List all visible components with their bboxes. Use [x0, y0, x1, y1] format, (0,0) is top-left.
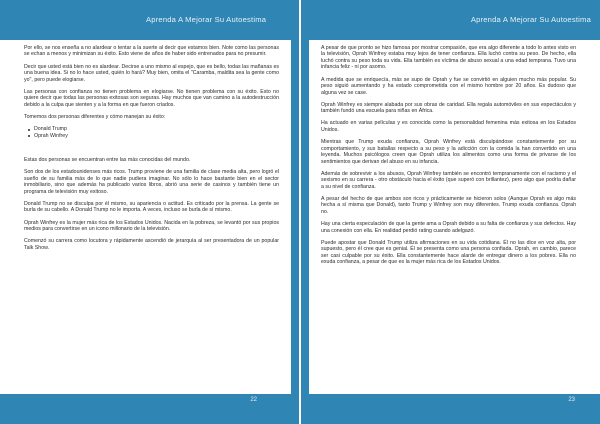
page-header [0, 0, 299, 40]
page-header [301, 0, 600, 40]
paragraph: Decir que usted está bien no es alardear. Decirse a uno mismo al espejo, que es bello, todas las mañanas es una buena idea. Si no lo hace usted, quién lo hará? Muy bien, omita el "Caramba, maldita sea la gente como yo", pero puede elogiarse. [24, 63, 279, 83]
paragraph: Ha actuado en varias películas y es conocida como la personalidad femenina más exitosa en los Estados Unidos. [321, 120, 576, 133]
paragraph: Por ello, se nos enseña a no alardear o tentar a la suerte al decir que estamos bien. Note como las personas se echan a menos y minimizan su éxito. Esto viene de años de haber sido entrenados para no presumir. [24, 45, 279, 58]
page-number: 23 [568, 397, 575, 403]
paragraph: Son dos de los estadounidenses más ricos. Trump proviene de una familia de clase media alta, pero logró el sueño de su familia más de lo que nadie pudiera imaginar. No sólo lo hace bastante bien en el sector inmobiliario, sino que además ha publicado varios libros, abrió una serie de casinos y también tiene un programa de televisión muy exitoso. [24, 169, 279, 195]
paragraph: Además de sobrevivir a los abusos, Oprah Winfrey también se encontró tempranamente con el racismo y el sexismo en su carrera - otro obstáculo hacia el éxito (que superó con brillantez), pero algo que podría dañar a su nivel de confianza. [321, 170, 576, 190]
right-page [301, 0, 600, 424]
running-header-title: Aprenda A Mejorar Su Autoestima [470, 15, 591, 24]
page-text-area [0, 40, 291, 394]
paragraph: Hay una cierta especulación de que la gente ama a Oprah debido a su falta de confianza y sus defectos. Hay una conexión con ella. En realidad perdió rating cuando adelgazó. [321, 221, 576, 234]
left-page [0, 0, 299, 424]
paragraph: A pesar del hecho de que ambos son ricos y prácticamente se hicieron solos (Aunque Oprah es algo más hecha a sí misma que Donald), tanto Trump y Winfrey son muy diferentes. Trump exuda confianza. Oprah no. [321, 195, 576, 215]
paragraph: Oprah Winfrey es la mujer más rica de los Estados Unidos. Nacida en la pobreza, se levantó por sus propios medios para convertirse en un icono millonario de la televisión. [24, 219, 279, 233]
paragraph: Estas dos personas se encuentran entre las más conocidas del mundo. [24, 157, 191, 164]
paragraph: Oprah Winfrey es siempre alabada por sus obras de caridad. Ella regala automóviles en sus espectáculos y también fundó una escuela para niñas en África. [321, 101, 576, 115]
running-header-title: Aprenda A Mejorar Su Autoestima [146, 15, 267, 24]
paragraph: A medida que se enriquecía, más se supo de Oprah y fue se convirtió en alguien mucho más popular. Su peso siguió aumentando y ha estado comprometida con el mismo hombre por 20 años. Es dudoso que alguna vez se case. [321, 76, 576, 96]
paragraph: A pesar de que pronto se hizo famosa por mostrar compasión, que era algo diferente a todo lo antes visto en la televisión, Oprah Winfrey estaba muy lejos de tener confianza. Ella luchó contra su peso. De hecho, ella luchó contra su peso toda su vida. Ella también es víctima de abuso sexual a una edad temprana. Tuvo una infancia feliz - ni por asomo. [321, 45, 576, 71]
paragraph: Las personas con confianza no tienen problema en elogiarse. No tienen problema con su éxito. Esto no quiere decir que todas las personas exitosas son seguras. Hay muchos que van camino a la autodestrucción debido a la culpa que sienten y a la forma en que fueron criados. [24, 88, 279, 108]
bullet-item: Donald Trump [34, 126, 279, 132]
paragraph: Donald Trump no se disculpa por él mismo, su apariencia o actitud. Es criticado por la prensa. La gente se burla de su cabello. A Donald Trump no le importa. A veces, incluso se burla de sí mismo. [24, 201, 279, 214]
bullet-list [24, 126, 279, 139]
paragraph: Mientras que Trump exuda confianza, Oprah Winfrey está disculpándose constantemente por su comportamiento, y sus batallas respecto a su peso y la adicción con la comida la han convertido en una leyenda. Muchos psicólogos creen que Oprah utiliza los alimentos como una forma de privarse de los sentimientos que derivan del abuso en su infancia. [321, 139, 576, 165]
page-text-area [309, 40, 600, 394]
paragraph: Puede apostar que Donald Trump utiliza afirmaciones en su vida cotidiana. Él no las dice en voz alta, por supuesto, pero él cree que es genial. Él se presenta como una persona confiada. Oprah, en cambio, parece ser casi culpable por su éxito. Ella constantemente hace alarde de entregar dinero a los pobres. Ella no exuda confianza, a pesar de que es la mujer más rica de los Estados Unidos. [321, 239, 576, 266]
paragraph: Tomemos dos personas diferentes y cómo manejan su éxito: [24, 114, 166, 121]
paragraph: Comenzó su carrera como locutora y rápidamente ascendió de jerarquía al ser presentadora de un popular Talk Show. [24, 238, 279, 251]
bullet-item: Oprah Winfrey [34, 133, 279, 139]
page-number: 22 [250, 397, 257, 403]
